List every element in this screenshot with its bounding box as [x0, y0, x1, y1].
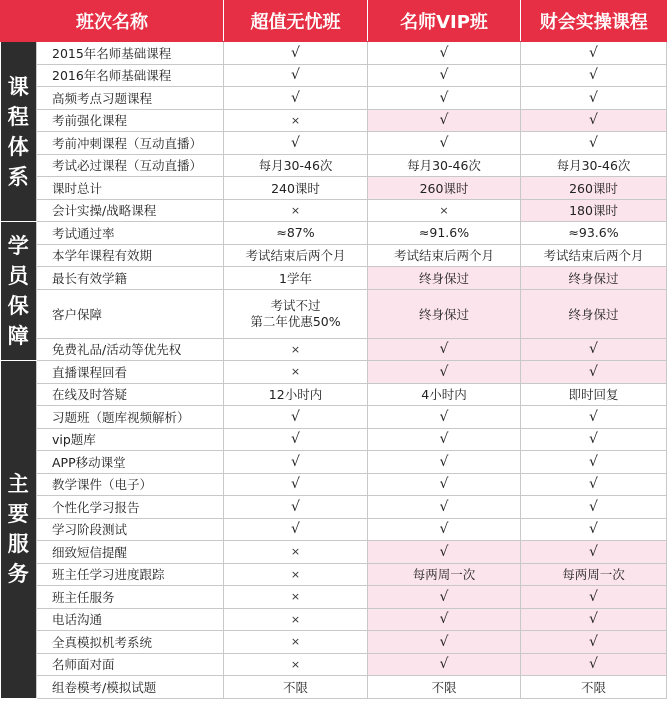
cell-plan-1: √ [224, 473, 368, 496]
cell-plan-2: 终身保过 [368, 267, 521, 290]
cell-plan-3: 不限 [521, 676, 667, 699]
cell-plan-3: √ [521, 473, 667, 496]
cell-plan-1: 每月30-46次 [224, 154, 368, 177]
cell-line-1: 考试不过 [270, 297, 321, 313]
cell-plan-3: √ [521, 42, 667, 65]
table-row [1, 496, 667, 519]
table-row [1, 586, 667, 609]
cell-plan-3: 考试结束后两个月 [521, 244, 667, 267]
row-label: vip题库 [37, 428, 224, 451]
header-plan-1: 超值无忧班 [224, 1, 368, 42]
cell-plan-2: √ [368, 109, 521, 132]
category-main-services: 主要服务 [1, 361, 37, 699]
table-row [1, 563, 667, 586]
cell-plan-3: 每两周一次 [521, 563, 667, 586]
row-label: 最长有效学籍 [37, 267, 224, 290]
cell-plan-2: √ [368, 518, 521, 541]
cell-plan-1: × [224, 338, 368, 361]
table-row [1, 244, 667, 267]
row-label: 电话沟通 [37, 608, 224, 631]
cell-plan-1: √ [224, 451, 368, 474]
table-row [1, 199, 667, 222]
cell-plan-2: √ [368, 406, 521, 429]
cell-plan-1: 240课时 [224, 177, 368, 200]
cell-plan-2: √ [368, 473, 521, 496]
cell-plan-3: √ [521, 132, 667, 155]
table-row [1, 608, 667, 631]
cell-plan-2: √ [368, 361, 521, 384]
cell-plan-2: 4小时内 [368, 383, 521, 406]
cell-plan-3: 终身保过 [521, 289, 667, 338]
cell-plan-2: √ [368, 586, 521, 609]
row-label: APP移动课堂 [37, 451, 224, 474]
header-plan-2: 名师VIP班 [368, 1, 521, 42]
row-label: 个性化学习报告 [37, 496, 224, 519]
table-row [1, 541, 667, 564]
table-body [1, 42, 667, 699]
cell-plan-2: √ [368, 653, 521, 676]
cell-plan-2: 每月30-46次 [368, 154, 521, 177]
cell-plan-2: √ [368, 631, 521, 654]
cell-plan-2: √ [368, 608, 521, 631]
cell-plan-1: × [224, 608, 368, 631]
cell-plan-1: √ [224, 87, 368, 110]
row-label: 高频考点习题课程 [37, 87, 224, 110]
cell-plan-3: √ [521, 496, 667, 519]
cell-plan-1: × [224, 199, 368, 222]
cell-plan-3: √ [521, 406, 667, 429]
cell-plan-1: × [224, 563, 368, 586]
table-row [1, 338, 667, 361]
row-label: 直播课程回看 [37, 361, 224, 384]
cell-plan-1: √ [224, 518, 368, 541]
row-label: 考试必过课程（互动直播） [37, 154, 224, 177]
header-plan-3: 财会实操课程 [521, 1, 667, 42]
cell-plan-3: 180课时 [521, 199, 667, 222]
table-row [1, 653, 667, 676]
row-label: 细致短信提醒 [37, 541, 224, 564]
row-label: 组卷模考/模拟试题 [37, 676, 224, 699]
cell-plan-3: 即时回复 [521, 383, 667, 406]
table-row [1, 64, 667, 87]
cell-plan-2: √ [368, 451, 521, 474]
cell-plan-3: ≈93.6% [521, 222, 667, 245]
table-row [1, 406, 667, 429]
cell-plan-1: √ [224, 132, 368, 155]
row-label: 考试通过率 [37, 222, 224, 245]
cell-plan-3: √ [521, 109, 667, 132]
cell-plan-1 [224, 289, 368, 338]
row-label: 2016年名师基础课程 [37, 64, 224, 87]
row-label: 习题班（题库视频解析） [37, 406, 224, 429]
cell-plan-3: 260课时 [521, 177, 667, 200]
cell-plan-1: × [224, 361, 368, 384]
table-row [1, 42, 667, 65]
cell-plan-3: 终身保过 [521, 267, 667, 290]
cell-plan-3: √ [521, 518, 667, 541]
cell-plan-3: √ [521, 653, 667, 676]
header-name-col: 班次名称 [1, 1, 224, 42]
cell-plan-3: √ [521, 338, 667, 361]
cell-plan-3: 每月30-46次 [521, 154, 667, 177]
table-row [1, 109, 667, 132]
cell-plan-1: √ [224, 428, 368, 451]
cell-plan-1: √ [224, 406, 368, 429]
table-row [1, 132, 667, 155]
category-student-guarantee: 学员保障 [1, 222, 37, 361]
table-row [1, 428, 667, 451]
cell-plan-2: ≈91.6% [368, 222, 521, 245]
row-label: 本学年课程有效期 [37, 244, 224, 267]
cell-plan-2: √ [368, 541, 521, 564]
row-label: 会计实操/战略课程 [37, 199, 224, 222]
cell-plan-2: √ [368, 64, 521, 87]
table-row [1, 451, 667, 474]
cell-plan-2: 260课时 [368, 177, 521, 200]
table-row [1, 87, 667, 110]
cell-plan-2: × [368, 199, 521, 222]
cell-plan-1: 1学年 [224, 267, 368, 290]
cell-plan-2: √ [368, 496, 521, 519]
cell-plan-3: √ [521, 64, 667, 87]
cell-plan-3: √ [521, 428, 667, 451]
table-row [1, 383, 667, 406]
cell-plan-1: 不限 [224, 676, 368, 699]
cell-plan-1: × [224, 541, 368, 564]
table-row [1, 154, 667, 177]
table-row [1, 222, 667, 245]
cell-plan-1: 12小时内 [224, 383, 368, 406]
cell-plan-2: √ [368, 132, 521, 155]
cell-plan-2: 每两周一次 [368, 563, 521, 586]
cell-plan-1: √ [224, 42, 368, 65]
cell-plan-2: √ [368, 428, 521, 451]
cell-plan-2: √ [368, 42, 521, 65]
cell-plan-1: √ [224, 64, 368, 87]
table-row [1, 267, 667, 290]
cell-plan-3: √ [521, 451, 667, 474]
row-label: 名师面对面 [37, 653, 224, 676]
row-label: 免费礼品/活动等优先权 [37, 338, 224, 361]
cell-plan-1: 考试结束后两个月 [224, 244, 368, 267]
row-label: 全真模拟机考系统 [37, 631, 224, 654]
cell-plan-2: 终身保过 [368, 289, 521, 338]
cell-plan-2: √ [368, 87, 521, 110]
row-label: 考前强化课程 [37, 109, 224, 132]
row-label: 考前冲刺课程（互动直播） [37, 132, 224, 155]
cell-plan-2: 不限 [368, 676, 521, 699]
table-row [1, 676, 667, 699]
cell-plan-1: × [224, 109, 368, 132]
table-row [1, 518, 667, 541]
cell-plan-3: √ [521, 586, 667, 609]
category-course-system: 课程体系 [1, 42, 37, 222]
row-label: 教学课件（电子） [37, 473, 224, 496]
row-label: 班主任服务 [37, 586, 224, 609]
cell-plan-3: √ [521, 541, 667, 564]
cell-plan-1: √ [224, 496, 368, 519]
table-row [1, 631, 667, 654]
cell-plan-1: × [224, 653, 368, 676]
table-row [1, 289, 667, 338]
cell-plan-3: √ [521, 631, 667, 654]
row-label: 客户保障 [37, 289, 224, 338]
cell-plan-3: √ [521, 608, 667, 631]
row-label: 班主任学习进度跟踪 [37, 563, 224, 586]
table-row [1, 177, 667, 200]
table-row [1, 361, 667, 384]
table-header [1, 1, 667, 42]
row-label: 在线及时答疑 [37, 383, 224, 406]
table-row [1, 473, 667, 496]
cell-plan-2: √ [368, 338, 521, 361]
cell-plan-1: × [224, 631, 368, 654]
cell-line-2: 第二年优惠50% [250, 313, 341, 329]
cell-plan-2: 考试结束后两个月 [368, 244, 521, 267]
row-label: 学习阶段测试 [37, 518, 224, 541]
cell-plan-1: ≈87% [224, 222, 368, 245]
row-label: 2015年名师基础课程 [37, 42, 224, 65]
row-label: 课时总计 [37, 177, 224, 200]
cell-plan-3: √ [521, 87, 667, 110]
cell-plan-1: × [224, 586, 368, 609]
cell-plan-3: √ [521, 361, 667, 384]
